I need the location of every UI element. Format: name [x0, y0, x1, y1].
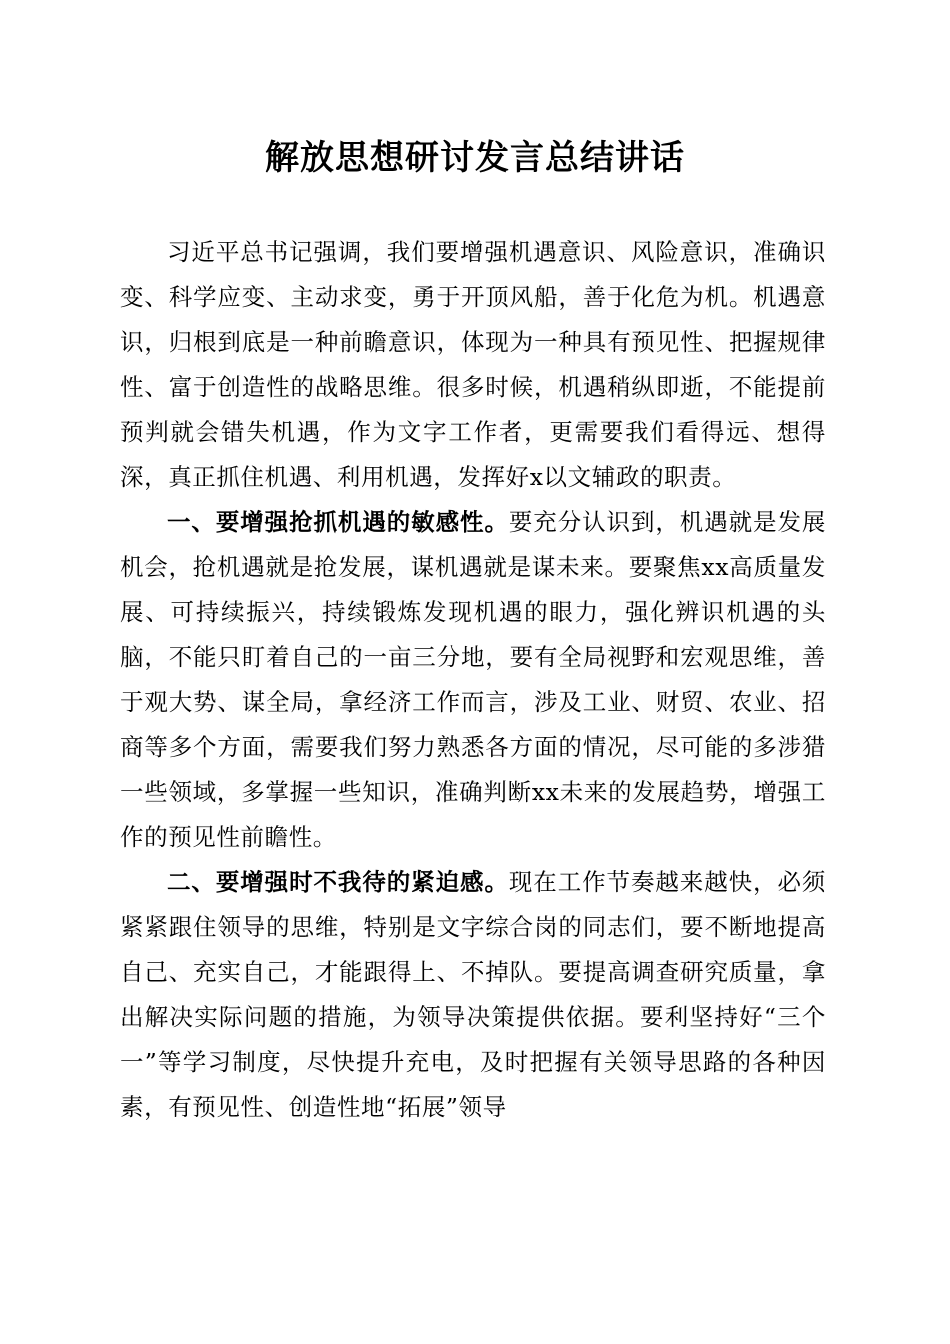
section-paragraph-2: [120, 860, 826, 1130]
document-title: 解放思想研讨发言总结讲话: [265, 138, 685, 178]
document-body: [120, 230, 826, 1130]
intro-paragraph: 习近平总书记强调，我们要增强机遇意识、风险意识，准确识变、科学应变、主动求变，勇于开顶风船，善于化危为机。机遇意识，归根到底是一种前瞻意识，体现为一种具有预见性、把握规律性、富于创造性的战略思维。很多时候，机遇稍纵即逝，不能提前预判就会错失机遇，作为文字工作者，更需要我们看得远、想得深，真正抓住机遇、利用机遇，发挥好x以文辅政的职责。: [120, 238, 826, 491]
section-heading-1: 一、要增强抢抓机遇的敏感性。: [167, 508, 509, 536]
section-text-1: 要充分认识到，机遇就是发展机会，抢机遇就是抢发展，谋机遇就是谋未来。要聚焦xx高质量发展、可持续振兴，持续锻炼发现机遇的眼力，强化辨识机遇的头脑，不能只盯着自己的一亩三分地，要有全局视野和宏观思维，善于观大势、谋全局，拿经济工作而言，涉及工业、财贸、农业、招商等多个方面，需要我们努力熟悉各方面的情况，尽可能的多涉猎一些领域，多掌握一些知识，准确判断xx未来的发展趋势，增强工作的预见性前瞻性。: [120, 508, 826, 851]
section-heading-2: 二、要增强时不我待的紧迫感。: [167, 868, 509, 896]
section-paragraph-1: [120, 500, 826, 860]
section-text-2: 现在工作节奏越来越快，必须紧紧跟住领导的思维，特别是文字综合岗的同志们，要不断地提高自己、充实自己，才能跟得上、不掉队。要提高调查研究质量，拿出解决实际问题的措施，为领导决策提供依据。要利坚持好“三个一”等学习制度，尽快提升充电，及时把握有关领导思路的各种因素，有预见性、创造性地“拓展”领导: [120, 868, 826, 1121]
